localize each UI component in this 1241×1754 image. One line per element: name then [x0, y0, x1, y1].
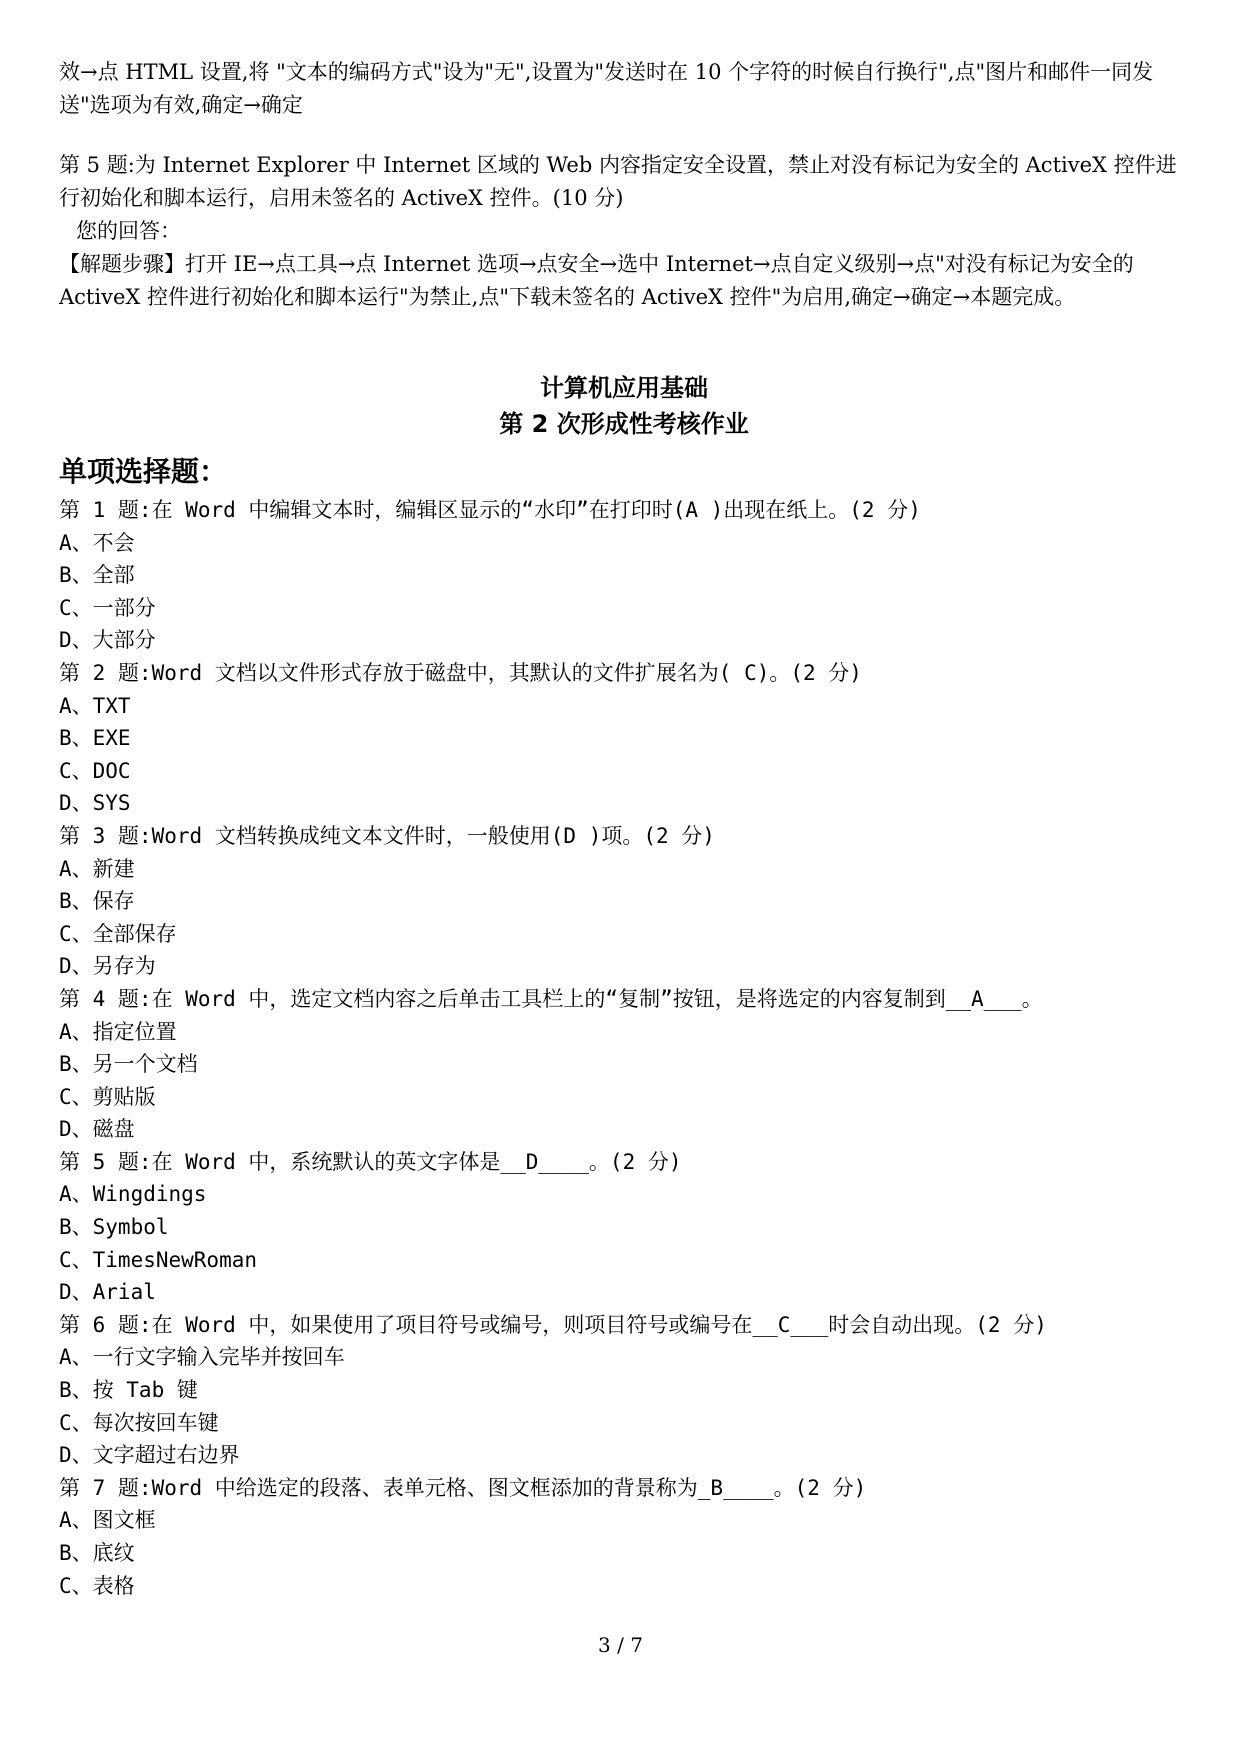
question-list — [59, 494, 1189, 1602]
answer-label: 您的回答： — [76, 219, 181, 243]
option: B、EXE — [59, 726, 131, 751]
option: D、磁盘 — [59, 1117, 135, 1142]
page-number: 3 / 7 — [598, 1633, 643, 1657]
question-5-text: 第 5 题:为 Internet Explorer 中 Internet 区域的 Web 内容指定安全设置，禁止对没有标记为安全的 ActiveX 控件进行初始化和脚本运行，启用未签名的 ActiveX 控件。(10 分) — [59, 153, 1177, 210]
option: B、另一个文档 — [59, 1052, 198, 1077]
option: C、剪贴版 — [59, 1084, 156, 1109]
option: C、DOC — [59, 758, 131, 783]
question-6: 第 6 题:在 Word 中，如果使用了项目符号或编号，则项目符号或编号在__C___时会自动出现。(2 分) — [59, 1312, 1047, 1337]
option: B、全部 — [59, 563, 135, 588]
option: A、Wingdings — [59, 1182, 207, 1207]
question-3: 第 3 题:Word 文档转换成纯文本文件时，一般使用(D )项。(2 分) — [59, 823, 715, 848]
question-2: 第 2 题:Word 文档以文件形式存放于磁盘中，其默认的文件扩展名为( C)。(2 分) — [59, 660, 862, 685]
option: D、大部分 — [59, 628, 156, 653]
option: B、保存 — [59, 889, 135, 914]
option: A、图文框 — [59, 1508, 156, 1533]
option: C、全部保存 — [59, 921, 177, 946]
solution-steps: 【解题步骤】打开 IE→点工具→点 Internet 选项→点安全→选中 Internet→点自定义级别→点"对没有标记为安全的 ActiveX 控件进行初始化和脚本运行"为禁止,点"下载未签名的 ActiveX 控件"为启用,确定→确定→本题完成。 — [59, 252, 1134, 309]
option: C、TimesNewRoman — [59, 1247, 258, 1272]
option: B、按 Tab 键 — [59, 1378, 198, 1403]
option: D、Arial — [59, 1280, 156, 1305]
question-1: 第 1 题:在 Word 中编辑文本时，编辑区显示的“水印”在打印时(A )出现在纸上。(2 分) — [59, 498, 921, 522]
option: D、另存为 — [59, 954, 156, 979]
option: B、底纹 — [59, 1541, 135, 1565]
option: C、每次按回车键 — [59, 1410, 219, 1435]
assignment-title: 第 2 次形成性考核作业 — [499, 410, 749, 438]
option: D、文字超过右边界 — [59, 1443, 240, 1468]
option: B、Symbol — [59, 1215, 169, 1240]
course-title: 计算机应用基础 — [540, 374, 708, 402]
option: A、指定位置 — [59, 1019, 177, 1044]
document-title-block — [59, 370, 1189, 442]
page-content — [59, 56, 1189, 1602]
option: C、一部分 — [59, 595, 156, 620]
option: A、TXT — [59, 693, 131, 718]
option: C、表格 — [59, 1573, 135, 1598]
option: A、不会 — [59, 530, 135, 555]
section-heading: 单项选择题： — [59, 455, 228, 488]
option: D、SYS — [59, 791, 131, 816]
option: A、一行文字输入完毕并按回车 — [59, 1345, 345, 1370]
question-5: 第 5 题:在 Word 中，系统默认的英文字体是__D____。(2 分) — [59, 1149, 682, 1174]
question-7: 第 7 题:Word 中给选定的段落、表单元格、图文框添加的背景称为_B____。(2 分) — [59, 1475, 867, 1500]
option: A、新建 — [59, 856, 135, 881]
question-4: 第 4 题:在 Word 中，选定文档内容之后单击工具栏上的“复制”按钮，是将选定的内容复制到__A___。 — [59, 986, 1043, 1011]
previous-question-continuation: 效→点 HTML 设置,将 "文本的编码方式"设为"无",设置为"发送时在 10 个字符的时候自行换行",点"图片和邮件一同发送"选项为有效,确定→确定 — [59, 60, 1154, 117]
